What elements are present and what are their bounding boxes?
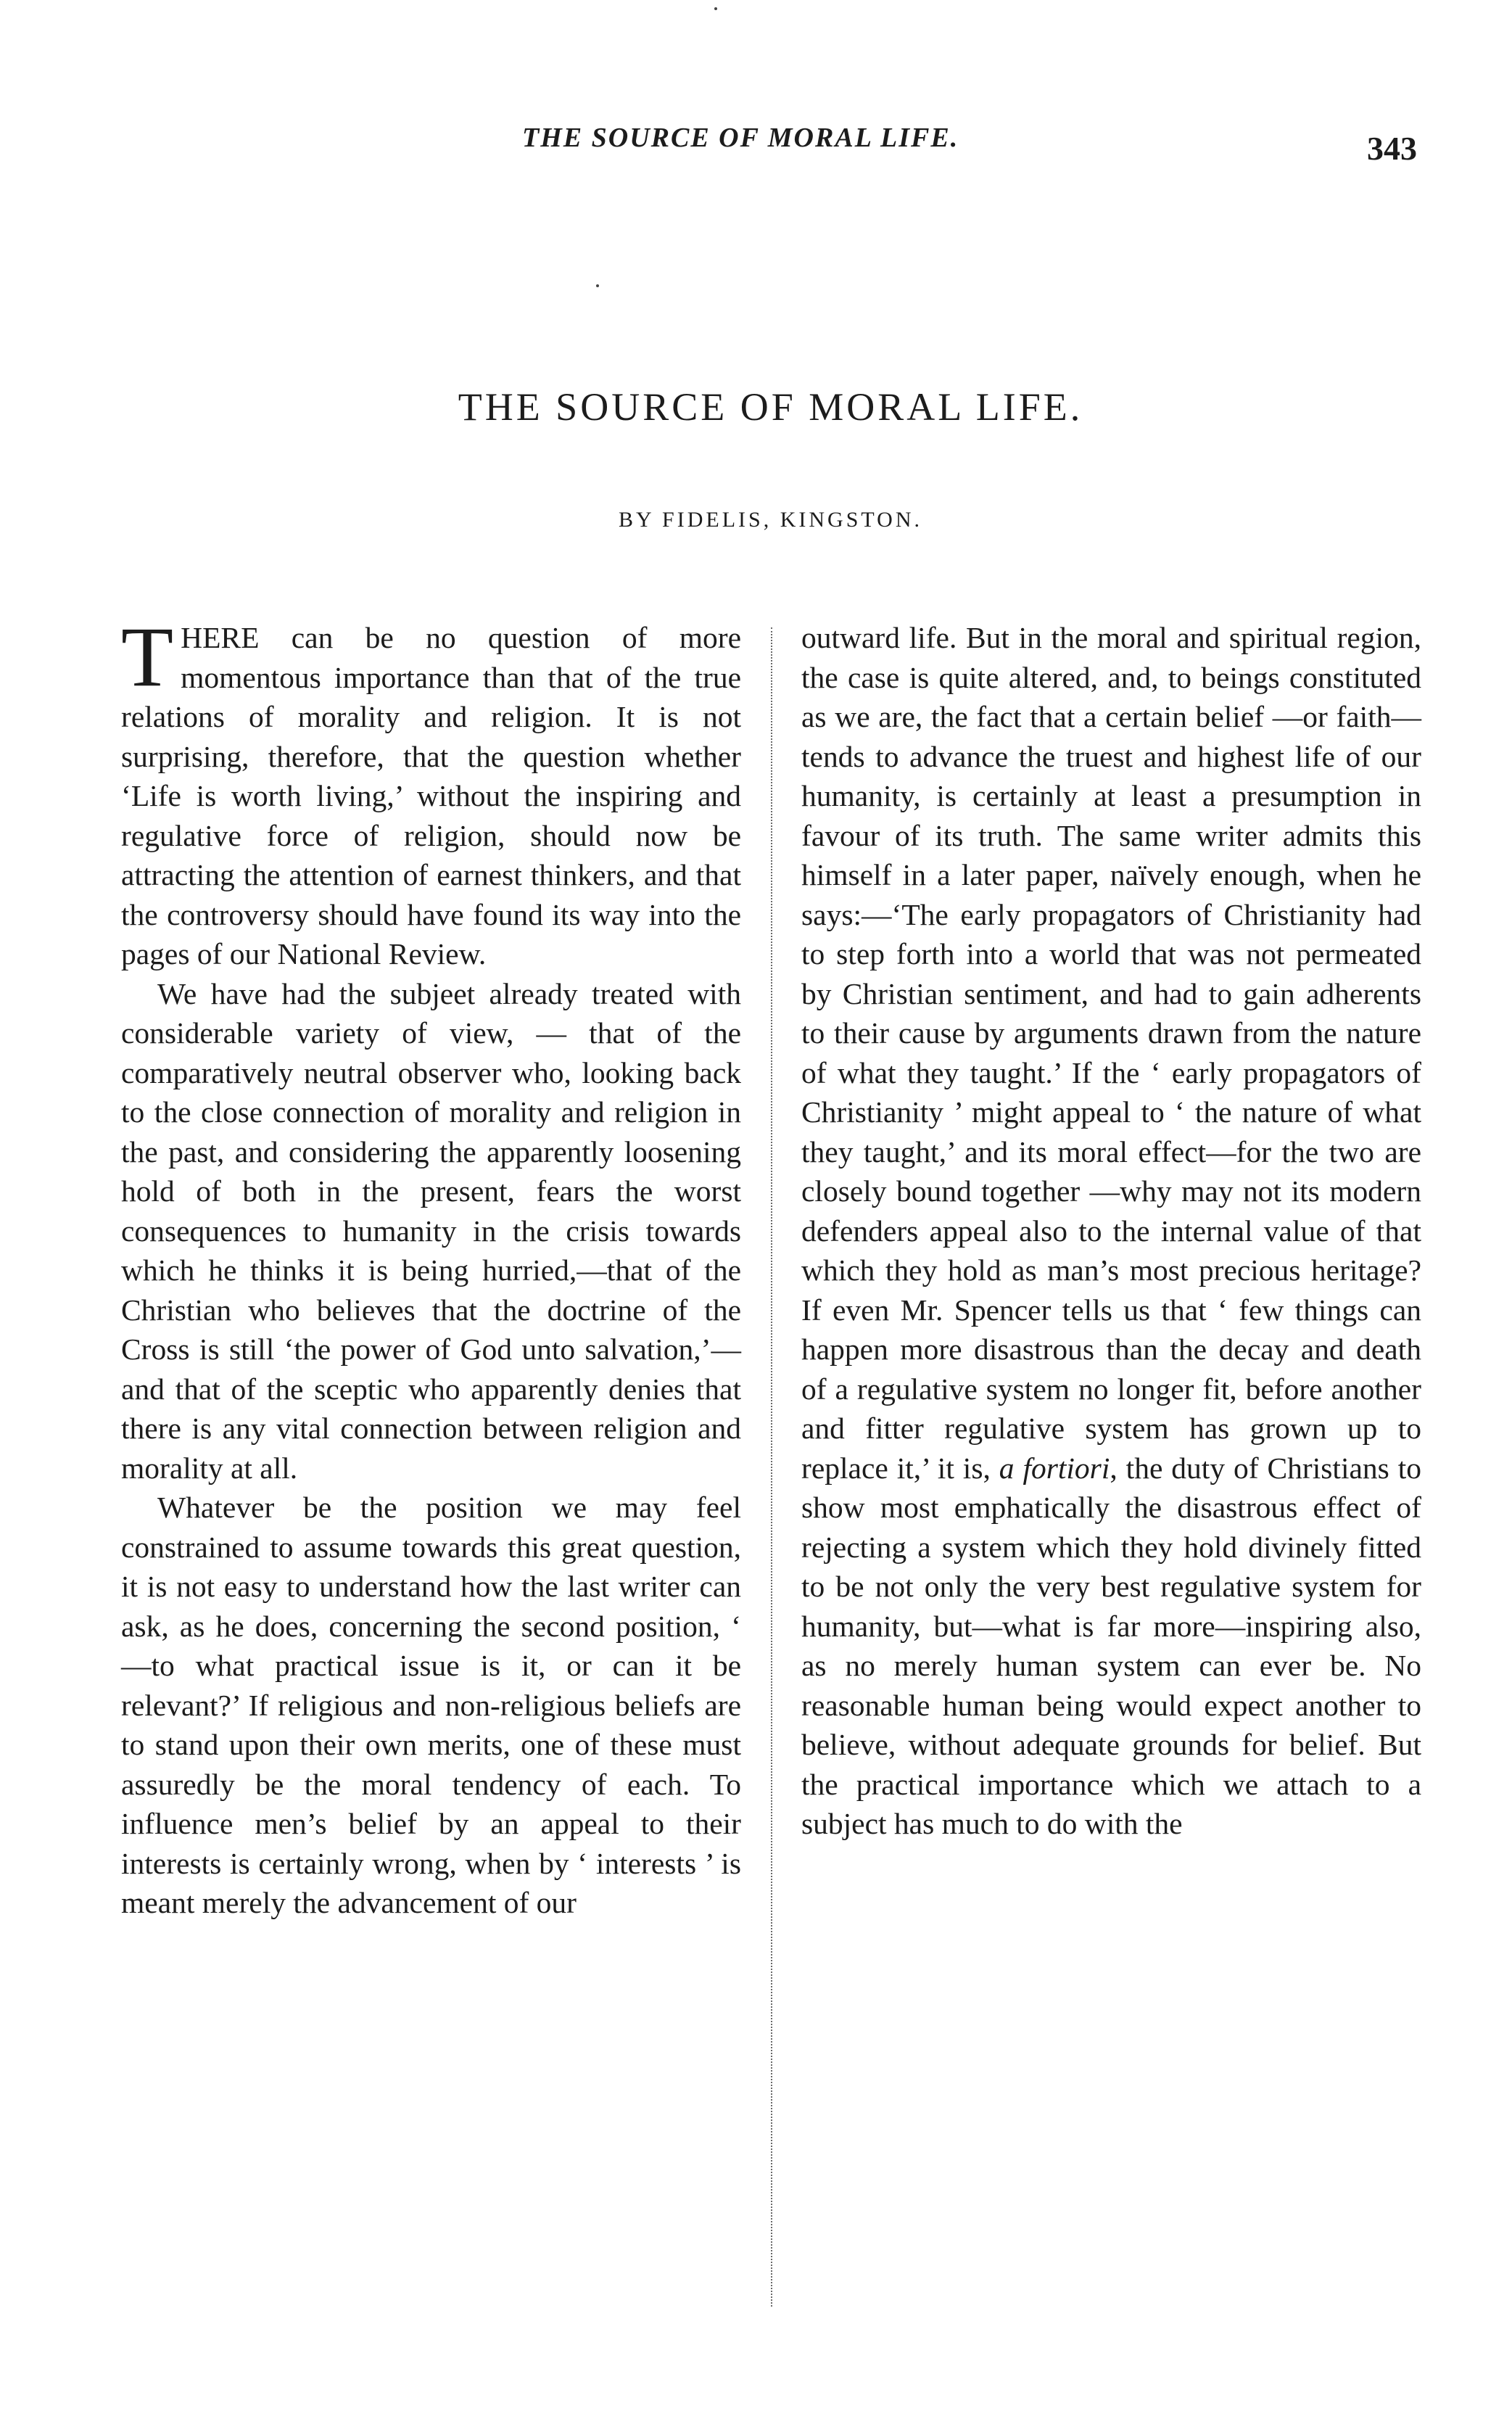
paragraph: We have had the subjeet already treated with considerable variety of view, — that of the comparatively neutral observer who, looking back to the close connection of morality and religion in the past, and considering the apparently loosening hold of both in the present, fears the worst consequences to humanity in the crisis towards which he thinks it is being hurried,—that of the Christian who believes that the doctrine of the Cross is still ‘the power of God unto salvation,’—and that of the sceptic who apparently denies that there is any vital connection between religion and morality at all. (121, 976, 741, 1485)
paragraph-text: outward life. But in the moral and spiritual region, the case is quite altered, and, to beings constituted as we are, the fact that a certain belief —or faith—tends to advance the truest and highest life of our humanity, is certainly at least a presumption in favour of its truth. The same writer admits this himself in a later paper, naïvely enough, when he says:—‘The early propagators of Christianity had to step forth into a world that was not permeated by Christian sentiment, and had to gain adherents to their cause by arguments drawn from the nature of what they taught.’ If the ‘ early propagators of Christianity ’ might appeal to ‘ the nature of what they taught,’ and its moral effect—for the two are closely bound together —why may not its modern defenders appeal also to the internal value of that which they hold as man’s most precious heritage? If even Mr. Spencer tells us that ‘ few things can happen more disastrous than the decay and death of a regulative system no longer fit, before another and fitter regulative system has grown up to replace it,’ it is, (801, 621, 1421, 1485)
italic-phrase: a fortiori (999, 1451, 1110, 1485)
right-column (801, 618, 1421, 1844)
article-title: THE SOURCE OF MORAL LIFE. (458, 385, 1083, 429)
column-rule (771, 627, 772, 2307)
page-number: 343 (1367, 130, 1417, 167)
print-speck (714, 7, 717, 10)
running-title: THE SOURCE OF MORAL LIFE. (522, 123, 959, 153)
byline: BY FIDELIS, KINGSTON. (618, 508, 922, 532)
paragraph-text: , the duty of Christians to show most emphatically the disastrous effect of rejecting a system which they hold divinely fitted to be not only the very best regulative system for humanity, but—what is far more—inspiring also, as no merely human system can ever be. No reasonable human being would expect another to believe, without adequate grounds for belief. But the practical importance which we attach to a subject has much to do with the (801, 1451, 1422, 1840)
paragraph: Whatever be the position we may feel constrained to assume towards this great question, it is not easy to understand how the last writer can ask, as he does, concerning the second position, ‘ —to what practical issue is it, or can it be relevant?’ If religious and non-religious beliefs are to stand upon their own merits, one of these must assuredly be the moral tendency of each. To influence men’s belief by an appeal to their interests is certainly wrong, when by ‘ interests ’ is meant merely the advancement of our (121, 1491, 741, 1919)
left-column (121, 609, 741, 1923)
print-speck (596, 284, 599, 287)
drop-cap: T (121, 609, 174, 704)
paragraph (801, 618, 1421, 1844)
paragraph (121, 609, 741, 974)
paragraph-text: HERE can be no question of more momentous importance than that of the true relations of morality and religion. It is not surprising, therefore, that the question whether ‘Life is worth living,’ without the inspiring and regulative force of religion, should now be attracting the attention of earnest thinkers, and that the controversy should have found its way into the pages of our National Review. (121, 621, 741, 971)
running-head (0, 122, 1512, 165)
